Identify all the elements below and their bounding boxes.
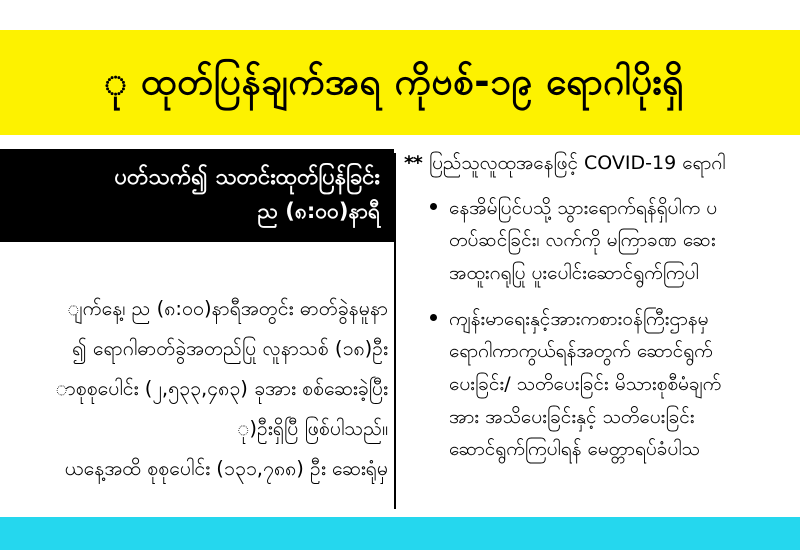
bullet-line: နေအိမ်ပြင်ပသို့ သွားရောက်ရန်ရှိပါက ပ (449, 196, 718, 219)
asterisk-marker: ** (404, 152, 422, 174)
bullet-line: အား အသိပေးခြင်းနှင့် သတိပေးခြင်း (449, 405, 695, 428)
bullet-dot-icon (430, 203, 437, 210)
bottom-color-strip-fill (0, 517, 800, 550)
bottom-color-strip (0, 517, 800, 550)
body-area (0, 149, 800, 517)
paragraph-line: ၍ ရောဂါဓာတ်ခွဲအတည်ပြု လူနာသစ် (၁၈)ဦး (72, 336, 388, 360)
left-paragraph (0, 289, 394, 489)
bullet-line: ရောဂါကာကွယ်ရန်အတွက် ဆောင်ရွက် (449, 340, 713, 363)
banner-bottom-margin (0, 135, 800, 149)
yellow-banner (0, 30, 800, 135)
paragraph-line: ယနေ့အထိ စုစုပေါင်း (၁၃၁,၇၈၈) ဦး ဆေးရုံမှ (64, 456, 388, 480)
right-content (404, 149, 800, 479)
paragraph-line: ျက်နေ့၊ ည (၈:၀၀)နာရီအတွင်း ဓာတ်ခွဲနမူနာ (67, 297, 388, 320)
bullet-line: ကျန်းမာရေးနှင့်အားကစားဝန်ကြီးဌာနမှ (449, 307, 709, 330)
right-column (404, 149, 800, 517)
headline-line-2: ည (၈:၀၀)နာရီ (257, 199, 380, 224)
bullet-text (449, 192, 800, 290)
list-item (404, 192, 800, 290)
banner-headline: ု ထုတ်ပြန်ချက်အရ ကိုဗစ်-၁၉ ရောဂါပိုးရှိ (104, 60, 684, 104)
top-white-margin (0, 0, 800, 30)
star-note (404, 149, 800, 178)
left-column (0, 149, 394, 517)
headline-line-1: ပတ်သက်၍ သတင်းထုတ်ပြန်ခြင်း (114, 165, 380, 190)
list-item (404, 303, 800, 466)
bullet-line: ဆောင်ရွက်ကြပါရန် မေတ္တာရပ်ခံပါသ (449, 438, 700, 461)
bullet-dot-icon (430, 314, 437, 321)
black-headline-box (0, 149, 394, 242)
column-divider (394, 153, 396, 509)
bullet-line: အထူးဂရုပြု ပူးပေါင်းဆောင်ရွက်ကြပါ (449, 261, 699, 284)
paragraph-line: ာစုစုပေါင်း (၂,၅၃၃,၄၈၃) ခုအား စစ်ဆေးခဲ့ပြီး (55, 376, 388, 400)
paragraph-line: ု)ဦးရှိပြီ ဖြစ်ပါသည်။ (237, 416, 388, 440)
bullet-text (449, 303, 800, 466)
bullet-line: တပ်ဆင်ခြင်း၊ လက်ကို မကြာခဏ ဆေး (449, 229, 716, 252)
star-note-text: ပြည်သူလူထုအနေဖြင့် COVID-19 ရောဂါ (428, 152, 726, 174)
bullet-line: ပေးခြင်း/ သတိပေးခြင်း မိသားစုစီမံချက် (449, 372, 722, 395)
